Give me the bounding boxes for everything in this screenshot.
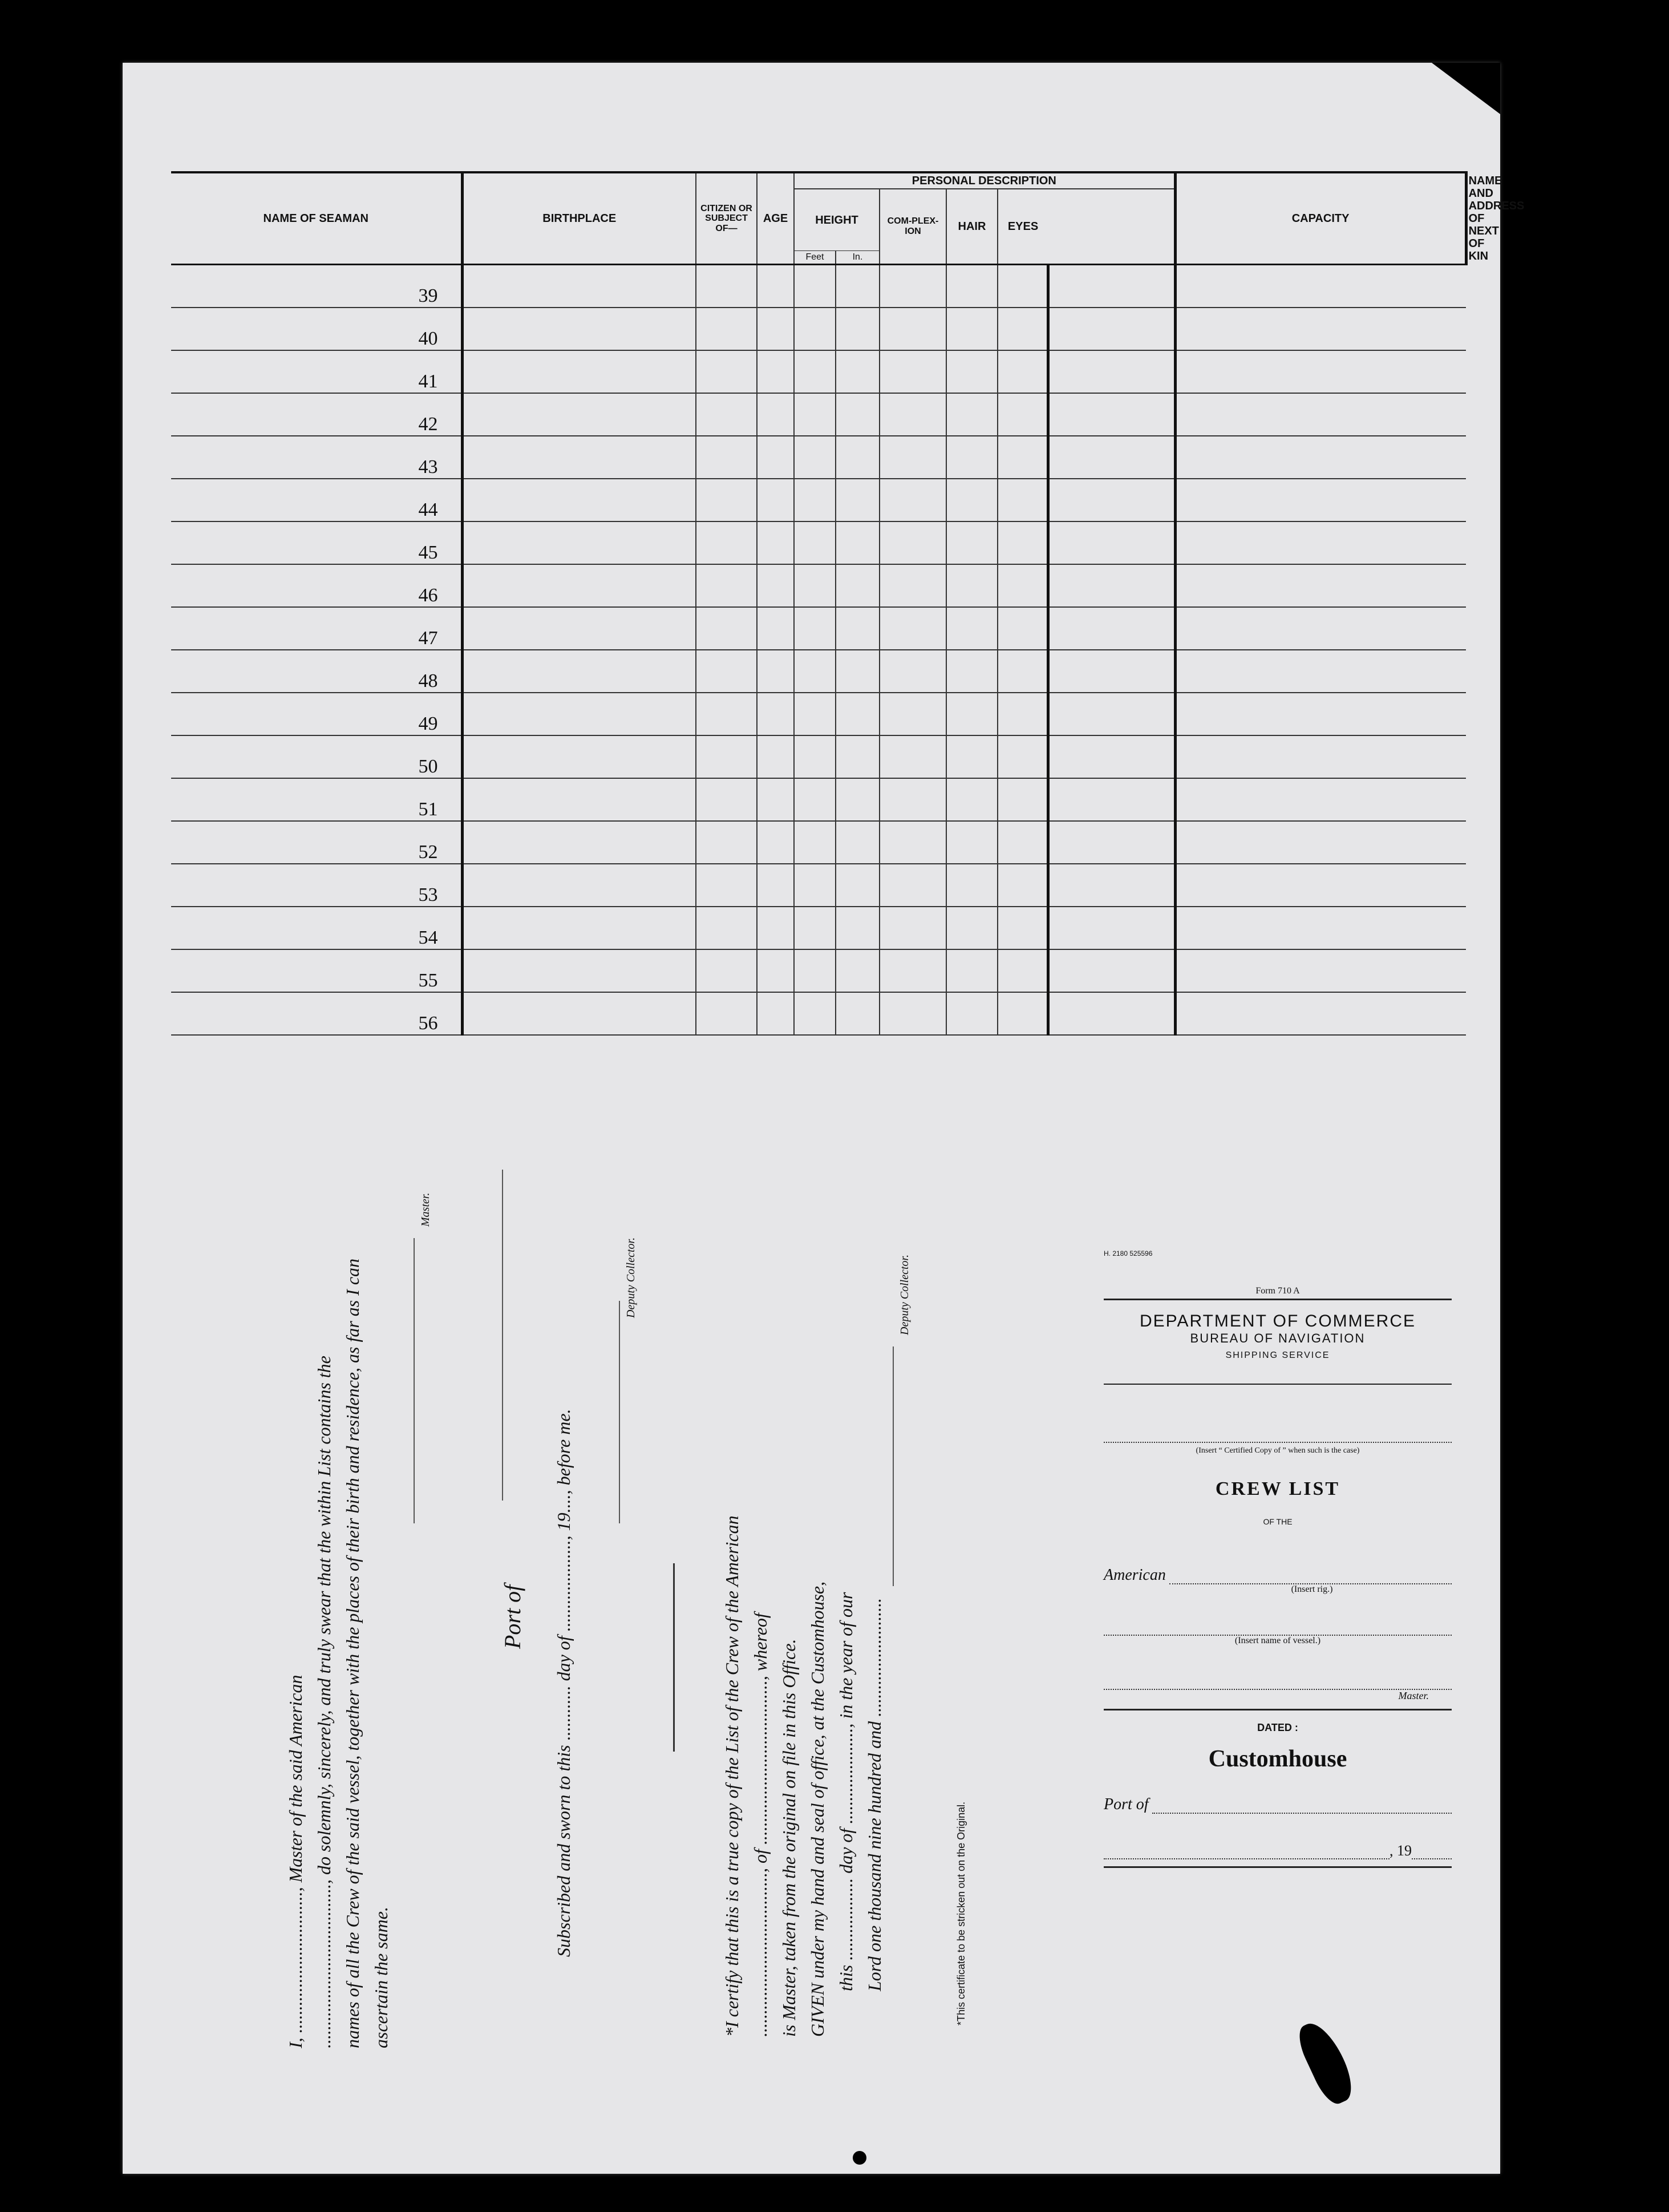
- blank-cell: [696, 735, 757, 778]
- blank-cell: [794, 907, 836, 949]
- blank-cell: [1175, 864, 1466, 907]
- oath-deputy: Deputy Collector.: [625, 1237, 637, 1318]
- blank-cell: [880, 350, 946, 393]
- master-field: [1104, 1646, 1452, 1690]
- blank-cell: [836, 693, 880, 735]
- service: SHIPPING SERVICE: [1225, 1350, 1330, 1360]
- row-number: 47: [171, 607, 462, 650]
- row-number: 45: [171, 521, 462, 564]
- port-of-label: Port of: [1104, 1796, 1149, 1813]
- print-code: H. 2180 525596: [1104, 1249, 1153, 1257]
- blank-cell: [757, 650, 794, 693]
- blank-cell: [696, 308, 757, 350]
- blank-cell: [757, 607, 794, 650]
- blank-cell: [946, 821, 998, 864]
- row-number: 43: [171, 436, 462, 479]
- blank-cell: [880, 907, 946, 949]
- blank-cell: [794, 821, 836, 864]
- table-row: [171, 393, 1466, 436]
- table-row: [171, 308, 1466, 350]
- blank-cell: [1175, 949, 1466, 992]
- blank-cell: [880, 564, 946, 607]
- blank-cell: [880, 693, 946, 735]
- blank-cell: [836, 265, 880, 308]
- blank-cell: [880, 607, 946, 650]
- table-row: [171, 350, 1466, 393]
- blank-cell: [1048, 607, 1175, 650]
- blank-cell: [696, 521, 757, 564]
- blank-cell: [836, 650, 880, 693]
- blank-cell: [794, 350, 836, 393]
- row-number: 42: [171, 393, 462, 436]
- blank-cell: [880, 992, 946, 1035]
- header-personal-description: PERSONAL DESCRIPTION: [794, 172, 1175, 189]
- blank-cell: [794, 735, 836, 778]
- table-row: [171, 907, 1466, 949]
- blank-cell: [946, 521, 998, 564]
- of-the: OF THE: [1263, 1517, 1293, 1526]
- blank-cell: [696, 436, 757, 479]
- table-row: [171, 778, 1466, 821]
- blank-cell: [998, 479, 1048, 521]
- blank-cell: [462, 308, 696, 350]
- blank-cell: [757, 693, 794, 735]
- blank-cell: [880, 436, 946, 479]
- blank-cell: [696, 265, 757, 308]
- blank-cell: [836, 479, 880, 521]
- blank-cell: [998, 949, 1048, 992]
- blank-cell: [998, 265, 1048, 308]
- blank-cell: [696, 350, 757, 393]
- blank-cell: [880, 949, 946, 992]
- blank-cell: [998, 350, 1048, 393]
- blank-cell: [836, 564, 880, 607]
- blank-cell: [462, 479, 696, 521]
- form-number: Form 710 A: [1255, 1286, 1300, 1296]
- blank-cell: [946, 693, 998, 735]
- table-row: [171, 607, 1466, 650]
- blank-cell: [1175, 693, 1466, 735]
- blank-cell: [880, 393, 946, 436]
- blank-cell: [1175, 907, 1466, 949]
- blank-cell: [794, 949, 836, 992]
- insert-rig-note: (Insert rig.): [1291, 1584, 1333, 1594]
- blank-cell: [998, 564, 1048, 607]
- blank-cell: [836, 350, 880, 393]
- oath-subscribed: Subscribed and sworn to this ............ day of ...................., 19...., before me.: [553, 1409, 574, 1957]
- blank-cell: [880, 735, 946, 778]
- blank-cell: [946, 350, 998, 393]
- crew-list-title: CREW LIST: [1215, 1478, 1340, 1499]
- blank-cell: [946, 735, 998, 778]
- blank-cell: [946, 778, 998, 821]
- blank-cell: [836, 992, 880, 1035]
- blank-cell: [946, 650, 998, 693]
- folded-corner: [1432, 63, 1500, 114]
- blank-cell: [696, 949, 757, 992]
- blank-cell: [696, 864, 757, 907]
- blank-cell: [1175, 393, 1466, 436]
- cert-line-4: GIVEN under my hand and seal of office, at the Customhouse,: [807, 1581, 828, 2037]
- table-row: [171, 693, 1466, 735]
- blank-cell: [696, 693, 757, 735]
- blank-cell: [998, 693, 1048, 735]
- blank-cell: [794, 393, 836, 436]
- blank-cell: [946, 864, 998, 907]
- table-row: [171, 992, 1466, 1035]
- blank-cell: [1175, 735, 1466, 778]
- oath-line-2: ...................................., do solemnly, sincerely, and truly swear that the within List contains the: [314, 1356, 334, 2048]
- header-eyes: EYES: [998, 189, 1048, 265]
- header-inches: In.: [836, 251, 880, 265]
- blank-cell: [462, 864, 696, 907]
- ink-spot: [853, 2151, 866, 2165]
- blank-cell: [462, 949, 696, 992]
- header-height: HEIGHT: [794, 189, 880, 251]
- header-complexion: COM-PLEX-ION: [880, 189, 946, 265]
- row-number: 50: [171, 735, 462, 778]
- blank-cell: [794, 992, 836, 1035]
- blank-cell: [794, 607, 836, 650]
- blank-cell: [1048, 521, 1175, 564]
- table-row: [171, 949, 1466, 992]
- table-row: [171, 436, 1466, 479]
- blank-cell: [462, 735, 696, 778]
- cert-deputy: Deputy Collector.: [898, 1254, 911, 1335]
- header-capacity: CAPACITY: [1175, 172, 1466, 265]
- cert-line-6: Lord one thousand nine hundred and ..........................: [864, 1598, 885, 1991]
- table-row: [171, 564, 1466, 607]
- blank-cell: [757, 350, 794, 393]
- blank-cell: [696, 821, 757, 864]
- blank-cell: [880, 778, 946, 821]
- blank-cell: [757, 436, 794, 479]
- blank-cell: [757, 308, 794, 350]
- blank-cell: [757, 821, 794, 864]
- header-birthplace: BIRTHPLACE: [462, 172, 696, 265]
- blank-cell: [880, 864, 946, 907]
- row-number: 53: [171, 864, 462, 907]
- header-citizen: CITIZEN OR SUBJECT OF—: [696, 172, 757, 265]
- cover-panel: [1104, 1249, 1452, 1868]
- oath-line-3: names of all the Crew of the said vessel, together with the places of their birth and residence, as far as I can: [342, 1258, 363, 2048]
- header-age: AGE: [757, 172, 794, 265]
- blank-cell: [696, 479, 757, 521]
- blank-cell: [462, 564, 696, 607]
- row-number: 48: [171, 650, 462, 693]
- blank-cell: [1048, 778, 1175, 821]
- table-row: [171, 521, 1466, 564]
- crew-list-form: [123, 63, 1525, 2174]
- blank-cell: [946, 436, 998, 479]
- blank-cell: [462, 650, 696, 693]
- blank-cell: [1175, 607, 1466, 650]
- row-number: 44: [171, 479, 462, 521]
- cert-line-3: is Master, taken from the original on file in this Office.: [779, 1639, 799, 2037]
- blank-cell: [1048, 308, 1175, 350]
- blank-cell: [880, 479, 946, 521]
- blank-cell: [836, 607, 880, 650]
- blank-cell: [1175, 778, 1466, 821]
- blank-cell: [946, 907, 998, 949]
- blank-cell: [1175, 564, 1466, 607]
- row-number: 52: [171, 821, 462, 864]
- blank-cell: [1175, 308, 1466, 350]
- table-row: [171, 265, 1466, 308]
- blank-cell: [757, 564, 794, 607]
- blank-cell: [757, 265, 794, 308]
- blank-cell: [1048, 564, 1175, 607]
- master-signature-line: [414, 1238, 415, 1523]
- blank-cell: [462, 907, 696, 949]
- blank-cell: [1048, 350, 1175, 393]
- american-label: American: [1104, 1566, 1166, 1584]
- blank-cell: [1048, 907, 1175, 949]
- blank-cell: [462, 265, 696, 308]
- blank-cell: [946, 393, 998, 436]
- blank-cell: [462, 393, 696, 436]
- blank-cell: [462, 821, 696, 864]
- blank-cell: [794, 693, 836, 735]
- blank-cell: [998, 821, 1048, 864]
- bureau: BUREAU OF NAVIGATION: [1190, 1331, 1366, 1345]
- blank-cell: [836, 393, 880, 436]
- insert-certified-note: (Insert “ Certified Copy of ” when such is the case): [1196, 1446, 1360, 1455]
- blank-cell: [696, 607, 757, 650]
- port-line: [502, 1170, 503, 1501]
- vessel-name-field: [1104, 1595, 1452, 1636]
- blank-cell: [696, 650, 757, 693]
- table-row: [171, 864, 1466, 907]
- blank-cell: [1175, 992, 1466, 1035]
- port-field: [1152, 1813, 1452, 1814]
- blank-cell: [696, 564, 757, 607]
- table-row: [171, 479, 1466, 521]
- row-number: 49: [171, 693, 462, 735]
- blank-cell: [1048, 735, 1175, 778]
- blank-cell: [880, 265, 946, 308]
- row-number: 56: [171, 992, 462, 1035]
- blank-cell: [757, 393, 794, 436]
- blank-cell: [946, 992, 998, 1035]
- blank-cell: [1048, 265, 1175, 308]
- blank-cell: [696, 992, 757, 1035]
- header-hair: HAIR: [946, 189, 998, 265]
- blank-cell: [794, 436, 836, 479]
- insert-name-note: (Insert name of vessel.): [1234, 1636, 1321, 1645]
- blank-cell: [998, 650, 1048, 693]
- master-label: Master.: [1398, 1690, 1429, 1701]
- blank-cell: [794, 564, 836, 607]
- blank-cell: [757, 521, 794, 564]
- table-row: [171, 735, 1466, 778]
- blank-cell: [836, 436, 880, 479]
- oath-line-1: I, ..............................., Master of the said American: [285, 1675, 306, 2048]
- table-row: [171, 821, 1466, 864]
- row-number: 41: [171, 350, 462, 393]
- blank-cell: [757, 992, 794, 1035]
- blank-cell: [998, 308, 1048, 350]
- blank-cell: [757, 907, 794, 949]
- crew-rows: [171, 265, 1466, 1036]
- blank-cell: [1175, 821, 1466, 864]
- year-label: , 19: [1390, 1842, 1412, 1859]
- blank-cell: [1048, 992, 1175, 1035]
- blank-cell: [946, 949, 998, 992]
- row-number: 54: [171, 907, 462, 949]
- blank-cell: [1048, 821, 1175, 864]
- blank-cell: [998, 907, 1048, 949]
- blank-cell: [462, 521, 696, 564]
- blank-cell: [794, 650, 836, 693]
- row-number: 51: [171, 778, 462, 821]
- blank-cell: [946, 564, 998, 607]
- blank-cell: [462, 778, 696, 821]
- blank-cell: [1175, 479, 1466, 521]
- table-row: [171, 650, 1466, 693]
- blank-cell: [946, 308, 998, 350]
- blank-cell: [998, 607, 1048, 650]
- row-number: 46: [171, 564, 462, 607]
- blank-cell: [946, 607, 998, 650]
- blank-cell: [794, 265, 836, 308]
- blank-cell: [757, 778, 794, 821]
- blank-cell: [836, 864, 880, 907]
- ink-blot: [1293, 2016, 1360, 2108]
- blank-cell: [757, 949, 794, 992]
- blank-cell: [757, 479, 794, 521]
- blank-cell: [696, 907, 757, 949]
- blank-cell: [836, 907, 880, 949]
- deputy-signature-line: [619, 1301, 620, 1523]
- date-field: [1104, 1858, 1390, 1859]
- customhouse-label: Customhouse: [1208, 1746, 1347, 1772]
- blank-cell: [946, 265, 998, 308]
- cert-footnote: *This certificate to be stricken out on the Original.: [955, 1801, 967, 2025]
- blank-cell: [1048, 864, 1175, 907]
- blank-cell: [998, 521, 1048, 564]
- blank-cell: [1175, 436, 1466, 479]
- blank-cell: [1048, 393, 1175, 436]
- blank-cell: [1175, 521, 1466, 564]
- blank-cell: [1175, 650, 1466, 693]
- blank-cell: [1048, 650, 1175, 693]
- blank-cell: [1048, 436, 1175, 479]
- blank-cell: [998, 992, 1048, 1035]
- blank-cell: [836, 778, 880, 821]
- header-name: NAME OF SEAMAN: [171, 172, 462, 265]
- blank-cell: [998, 778, 1048, 821]
- cert-line-1: *I certify that this is a true copy of the List of the Crew of the American: [722, 1515, 742, 2037]
- blank-cell: [836, 949, 880, 992]
- blank-cell: [836, 735, 880, 778]
- crew-table: NAME OF SEAMAN BIRTHPLACE CITIZEN OR SUBJECT OF— AGE PERSONAL DESCRIPTION CAPACITY NAME AND ADDRESS OF NEXT OF KIN HEIGHT COM-PLEX-ION HAIR EYES Feet In. 39 40 41 42 43 44 45 46 47 48 49 50 51 52 53 54 55 56: [171, 171, 1466, 1036]
- blank-cell: [998, 735, 1048, 778]
- oath-line-4: ascertain the same.: [371, 1907, 391, 2048]
- blank-cell: [1175, 350, 1466, 393]
- row-number: 40: [171, 308, 462, 350]
- blank-cell: [1048, 479, 1175, 521]
- blank-cell: [757, 864, 794, 907]
- blank-cell: [462, 350, 696, 393]
- blank-cell: [1048, 693, 1175, 735]
- blank-cell: [836, 821, 880, 864]
- blank-cell: [836, 308, 880, 350]
- blank-cell: [998, 393, 1048, 436]
- oath-master: Master.: [419, 1192, 432, 1227]
- header-feet: Feet: [794, 251, 836, 265]
- blank-cell: [880, 821, 946, 864]
- blank-cell: [462, 693, 696, 735]
- blank-cell: [794, 308, 836, 350]
- dated-label: DATED :: [1257, 1722, 1298, 1733]
- blank-cell: [998, 436, 1048, 479]
- blank-cell: [757, 735, 794, 778]
- blank-cell: [462, 607, 696, 650]
- cert-line-5: this .................. day of ....................., in the year of our: [836, 1592, 856, 1991]
- blank-cell: [880, 308, 946, 350]
- blank-cell: [794, 479, 836, 521]
- blank-cell: [836, 521, 880, 564]
- year-field: [1412, 1858, 1452, 1859]
- blank-cell: [794, 864, 836, 907]
- blank-cell: [462, 992, 696, 1035]
- blank-cell: [880, 521, 946, 564]
- row-number: 39: [171, 265, 462, 308]
- oath-port-of: Port of: [500, 1584, 525, 1649]
- department: DEPARTMENT OF COMMERCE: [1139, 1312, 1416, 1331]
- cert-signature-line: [893, 1346, 894, 1586]
- blank-cell: [880, 650, 946, 693]
- blank-cell: [946, 479, 998, 521]
- blank-cell: [696, 778, 757, 821]
- blank-cell: [1048, 949, 1175, 992]
- blank-cell: [998, 864, 1048, 907]
- blank-cell: [1175, 265, 1466, 308]
- divider-rule: [673, 1563, 675, 1752]
- blank-cell: [794, 778, 836, 821]
- blank-cell: [462, 436, 696, 479]
- cert-line-2: ...................................., of ...................................., whereof: [750, 1613, 771, 2037]
- blank-cell: [696, 393, 757, 436]
- row-number: 55: [171, 949, 462, 992]
- blank-cell: [794, 521, 836, 564]
